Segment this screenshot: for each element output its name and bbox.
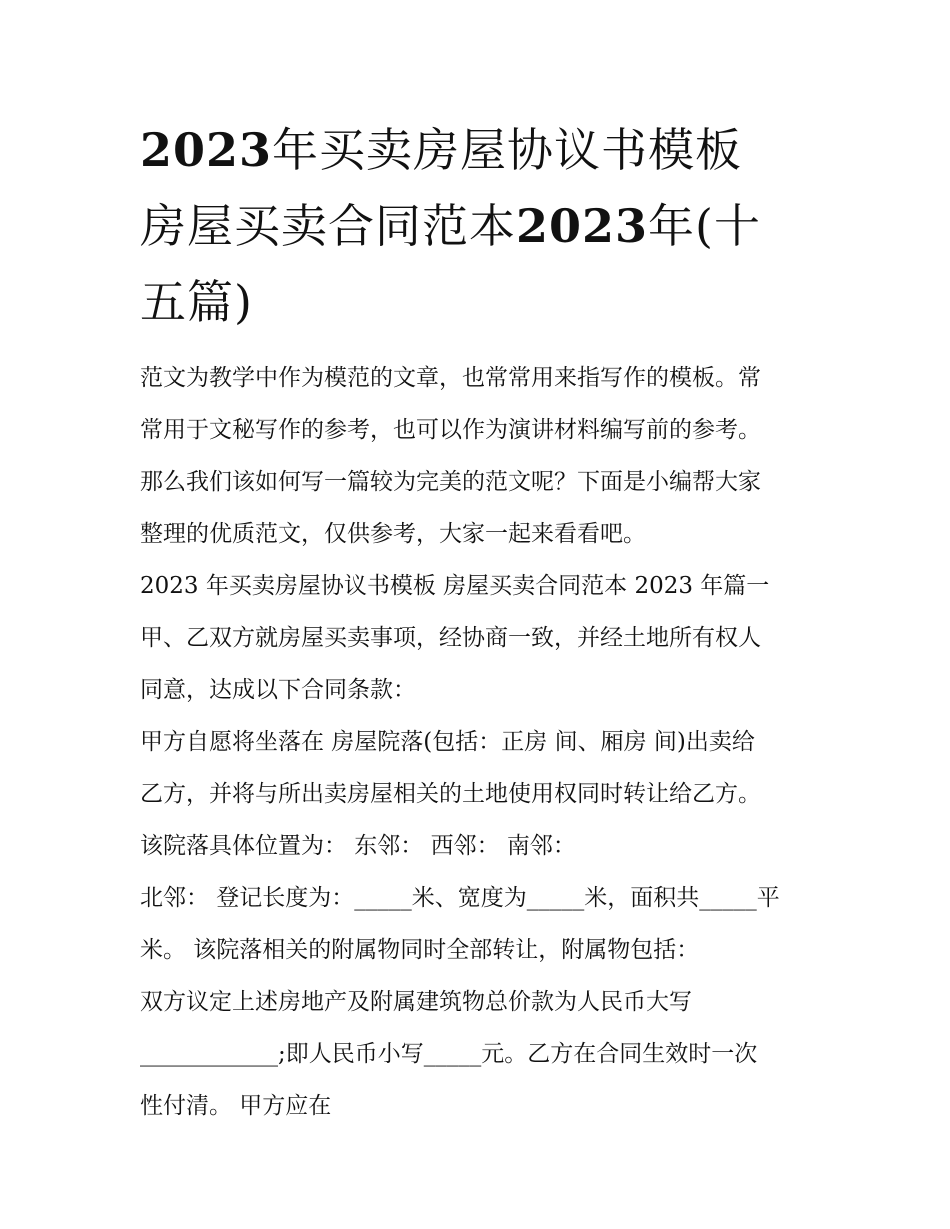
document-body [140,352,820,1132]
intro-paragraph [140,352,820,560]
text-line: ____________;即人民币小写_____元。乙方在合同生效时一次 [140,1041,758,1067]
document-title [140,112,820,340]
title-line-2 [140,188,820,264]
text-line: 甲方自愿将坐落在 房屋院落(包括：正房 间、厢房 间)出卖给 [140,729,755,755]
title-line-3 [140,264,820,340]
section-heading [140,560,820,612]
text-line: 那么我们该如何写一篇较为完美的范文呢？下面是小编帮大家 [140,469,761,495]
title-year: 2023 [140,123,273,177]
text-line: 范文为教学中作为模范的文章，也常常用来指写作的模板。常 [140,365,761,391]
text-line: 整理的优质范文，仅供参考，大家一起来看看吧。 [140,521,646,547]
title-text: 年买卖房屋协议书模板 [272,123,743,177]
title-text: 房屋买卖合同范本 [140,199,516,253]
clause-paragraph [140,612,820,1132]
title-line-1 [140,112,820,188]
text-line: 该院落具体位置为： 东邻： 西邻： 南邻： [140,833,576,859]
title-year: 2023 [516,199,649,253]
title-text: 五篇) [140,275,253,329]
title-text: 年(十 [648,199,761,253]
text-line: 常用于文秘写作的参考，也可以作为演讲材料编写前的参考。 [140,417,761,443]
text-line: 乙方，并将与所出卖房屋相关的土地使用权同时转让给乙方。 [140,781,761,807]
text-line: 米。 该院落相关的附属物同时全部转让，附属物包括： [140,937,700,963]
text-line: 同意，达成以下合同条款： [140,677,416,703]
text-line: 北邻： 登记长度为：_____米、宽度为_____米，面积共_____平 [140,885,780,911]
text-line: 甲、乙双方就房屋买卖事项，经协商一致，并经土地所有权人 [140,625,761,651]
text-line: 双方议定上述房地产及附属建筑物总价款为人民币大写 [140,989,692,1015]
text-line: 性付清。 甲方应在 [140,1093,332,1119]
text-line: 2023 年买卖房屋协议书模板 房屋买卖合同范本 2023 年篇一 [140,573,770,599]
